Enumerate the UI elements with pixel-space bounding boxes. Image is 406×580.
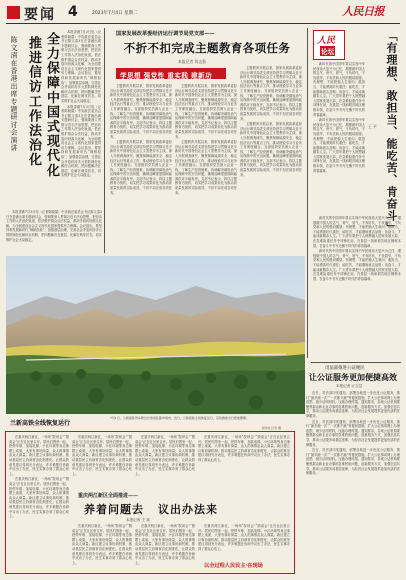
lead-headline-2: 推进信访工作法治化	[26, 36, 41, 168]
boxed-headline-left: 养着问题去	[84, 503, 144, 516]
masthead-logo: 人民日报	[342, 5, 384, 18]
lead-body-continued: 本报香港7月3日电（记者陈晓蔷）中央政法委员会书记陈文清3日在香港出席专题研讨会，强调要深入贯彻习近平法治思想，把信访工作纳入法治化轨道，依法维护群众合法权益，推动矛盾纠纷源头化解，为全面建设社会主义现代化国家提供有力保障。会议指出，要坚持和发展新时代“枫桥经验”，加强基层治理，完善社会矛盾纠纷多元预防调处化解综合机制，把问题解决在基层、化解在萌芽状态，切实维护社会大局稳定。	[6, 210, 102, 242]
issue-date: 2023年7月4日 星期二	[92, 11, 138, 16]
boxed-col-2: 在重庆两江新区，一场场“院坝会”“圆桌会”正在社区里召开。居民们围坐一起，把停车难、加装电梯、小区环境等身边事摆上桌面，大家有事好商量、众人的事情由众人商量。新区建立议事协商机制，推动基层民主协商常态化制度化，让群众的意见建议得到充分表达，许多难题在协商中议出了办法，民生实事办到了群众心坎上。	[72, 435, 132, 476]
header-red-block	[7, 6, 20, 19]
badge-line-1: 人民	[317, 36, 336, 46]
lead-subhead: 陈文清在香港出席专题研讨会演讲	[10, 36, 18, 152]
commentary	[311, 28, 401, 358]
education-col-2: 主题教育开展以来，国家发展改革委经济运行调节局党支部坚持把学习贯彻习近平新时代中国特色社会主义思想作为主线，深入开展调查研究，聚焦保障能源安全、稳定经济运行等重点工作，推动理论学习与业务工作深度融合。支部组织党员深入企业一线，了解生产经营困难，协调解决煤电油气运保障中的突出问题，确保迎峰度夏期间能源供应平稳有序。支部书记表示，将以主题教育为契机，切实把学习成果转化为推动高质量发展的实际成效，不折不扣完成各项任务。 主题教育开展以来，国家发展改革委经济运行调节局党支部坚持把学习贯彻习近平新时代中国特色社会主义思想作为主线，深入开展调查研究，聚焦保障能源安全、稳定经济运行等重点工作，推动理论学习与业务工作深度融合。支部组织党员深入企业一线，了解生产经营困难，协调解决煤电油气运保障中的突出问题，确保迎峰度夏期间能源供应平稳有序。支部书记表示，将以主题教育为契机，切实把学习成果转化为推动高质量发展的实际成效，不折不扣完成各项任务。	[175, 84, 237, 195]
section-name: 要闻	[24, 7, 56, 23]
page-number: 4	[68, 4, 78, 20]
page-header	[0, 0, 406, 24]
boxed-col-4: 在重庆两江新区，一场场“院坝会”“圆桌会”正在社区里召开。居民们围坐一起，把停车难、加装电梯、小区环境等身边事摆上桌面，大家有事好商量、众人的事情由众人商量。新区建立议事协商机制，推动基层民主协商常态化制度化，让群众的意见建议得到充分表达，许多难题在协商中议出了办法，民生实事办到了群众心坎上。	[198, 435, 290, 462]
boxed-col-1: 在重庆两江新区，一场场“院坝会”“圆桌会”正在社区里召开。居民们围坐一起，把停车难、加装电梯、小区环境等身边事摆上桌面，大家有事好商量、众人的事情由众人商量。新区建立议事协商机制，推动基层民主协商常态化制度化，让群众的意见建议得到充分表达，许多难题在协商中议出了办法，民生实事办到了群众心坎上。 在重庆两江新区，一场场“院坝会”“圆桌会”正在社区里召开。居民们围坐一起，把停车难、加装电梯、小区环境等身边事摆上桌面，大家有事好商量、众人的事情由众人商量。新区建立议事协商机制，推动基层民主协商常态化制度化，让群众的意见建议得到充分表达，许多难题在协商中议出了办法，民生实事办到了群众心坎上。	[9, 435, 69, 519]
boxed-footer-tag	[202, 561, 288, 570]
boxed-col-7: 在重庆两江新区，一场场“院坝会”“圆桌会”正在社区里召开。居民们围坐一起，把停车难、加装电梯、小区环境等身边事摆上桌面，大家有事好商量、众人的事情由众人商量。新区建立议事协商机制，推动基层民主协商常态化制度化，让群众的意见建议得到充分表达，许多难题在协商中议出了办法，民生实事办到了群众心坎上。	[198, 524, 290, 551]
commentary-author: 王 平	[368, 124, 377, 129]
column-rule-1	[104, 28, 105, 253]
notary-kicker: 司法部推进公证便民	[325, 366, 365, 371]
boxed-kicker: 重庆两江新区全面推进——	[78, 493, 139, 499]
education-reporter: 本报记者 刘志强	[178, 59, 206, 64]
commentary-badge	[313, 30, 345, 60]
notary-reporter: 本报记者 亓玉昆	[336, 384, 363, 388]
notary-headline: 让公证服务更加便捷高效	[309, 372, 397, 382]
photo-credit: 新华社记者 摄	[262, 426, 281, 430]
education-banner	[116, 68, 226, 79]
commentary-body-lower: 新时代的中国青年要以实现中华民族伟大复兴为己任，增强做中国人的志气、骨气、底气，不负时代，不负韶华，不负党和人民的殷切期望。有理想，才能把稳人生航向；敢担当，才能勇挑时代重任；能吃苦，才能磨砺意志品格；肯奋斗，才能成就精彩人生。广大青年要把个人理想融入国家发展大局，在急难险重任务中冲锋在前，在基层一线和艰苦地区锤炼本领，在奋斗中书写无愧于时代的青春篇章。 新时代的中国青年要以实现中华民族伟大复兴为己任，增强做中国人的志气、骨气、底气，不负时代，不负韶华，不负党和人民的殷切期望。有理想，才能把稳人生航向；敢担当，才能勇挑时代重任；能吃苦，才能磨砺意志品格；肯奋斗，才能成就精彩人生。广大青年要把个人理想融入国家发展大局，在急难险重任务中冲锋在前，在基层一线和艰苦地区锤炼本领，在奋斗中书写无愧于时代的青春篇章。	[313, 216, 401, 281]
education-col-3: 主题教育开展以来，国家发展改革委经济运行调节局党支部坚持把学习贯彻习近平新时代中国特色社会主义思想作为主线，深入开展调查研究，聚焦保障能源安全、稳定经济运行等重点工作，推动理论学习与业务工作深度融合。支部组织党员深入企业一线，了解生产经营困难，协调解决煤电油气运保障中的突出问题，确保迎峰度夏期间能源供应平稳有序。支部书记表示，将以主题教育为契机，切实把学习成果转化为推动高质量发展的实际成效，不折不扣完成各项任务。 主题教育开展以来，国家发展改革委经济运行调节局党支部坚持把学习贯彻习近平新时代中国特色社会主义思想作为主线，深入开展调查研究，聚焦保障能源安全、稳定经济运行等重点工作，推动理论学习与业务工作深度融合。支部组织党员深入企业一线，了解生产经营困难，协调解决煤电油气运保障中的突出问题，确保迎峰度夏期间能源供应平稳有序。支部书记表示，将以主题教育为契机，切实把学习成果转化为推动高质量发展的实际成效，不折不扣完成各项任务。	[240, 66, 302, 177]
photo-caption-body: 7月1日，兰新高铁列车驶过甘肃省张掖市境内。近日，兰新高铁全线恢复运行，沿线旅客出行更加便捷。	[110, 416, 249, 420]
boxed-reporter: 本报记者 王 斌	[126, 518, 150, 522]
notary-body: 近日，司法部印发通知，部署各地进一步优化公证服务，推行“最多跑一次”“一次都不跑”等便民措施，扩大公证事项网上办理范围，减少证明材料，压缩办理时限。通知要求，各地公证机构要聚焦群众和企业办事的急难愁盼问题，创新服务方式，加强信息共享，推动公证服务向基层延伸，为经济社会发展提供更加优质的法律服务。 近日，司法部印发通知，部署各地进一步优化公证服务，推行“最多跑一次”“一次都不跑”等便民措施，扩大公证事项网上办理范围，减少证明材料，压缩办理时限。通知要求，各地公证机构要聚焦群众和企业办事的急难愁盼问题，创新服务方式，加强信息共享，推动公证服务向基层延伸，为经济社会发展提供更加优质的法律服务。 近日，司法部印发通知，部署各地进一步优化公证服务，推行“最多跑一次”“一次都不跑”等便民措施，扩大公证事项网上办理范围，减少证明材料，压缩办理时限。通知要求，各地公证机构要聚焦群众和企业办事的急难愁盼问题，创新服务方式，加强信息共享，推动公证服务向基层延伸，为经济社会发展提供更加优质的法律服务。	[306, 391, 400, 476]
boxed-col-5: 在重庆两江新区，一场场“院坝会”“圆桌会”正在社区里召开。居民们围坐一起，把停车难、加装电梯、小区环境等身边事摆上桌面，大家有事好商量、众人的事情由众人商量。新区建立议事协商机制，推动基层民主协商常态化制度化，让群众的意见建议得到充分表达，许多难题在协商中议出了办法，民生实事办到了群众心坎上。	[72, 524, 132, 565]
notary-story	[300, 364, 401, 574]
photo-caption-title: 兰新高铁全线恢复运行	[10, 420, 71, 427]
education-headline: 不折不扣完成主题教育各项任务	[123, 41, 291, 55]
boxed-headline-right: 议出办法来	[158, 503, 218, 516]
column-rule-2	[307, 28, 308, 358]
banner-text: 学思想 强党性 重实践 建新功	[120, 71, 213, 80]
landscape-photo-image	[6, 256, 305, 414]
education-kicker: 国家发展改革委经济运行调节局党支部——	[116, 31, 215, 37]
notary-top-rule	[311, 362, 401, 363]
boxed-col-6: 在重庆两江新区，一场场“院坝会”“圆桌会”正在社区里召开。居民们围坐一起，把停车难、加装电梯、小区环境等身边事摆上桌面，大家有事好商量、众人的事情由众人商量。新区建立议事协商机制，推动基层民主协商常态化制度化，让群众的意见建议得到充分表达，许多难题在协商中议出了办法，民生实事办到了群众心坎上。	[135, 524, 195, 565]
education-col-1: 主题教育开展以来，国家发展改革委经济运行调节局党支部坚持把学习贯彻习近平新时代中国特色社会主义思想作为主线，深入开展调查研究，聚焦保障能源安全、稳定经济运行等重点工作，推动理论学习与业务工作深度融合。支部组织党员深入企业一线，了解生产经营困难，协调解决煤电油气运保障中的突出问题，确保迎峰度夏期间能源供应平稳有序。支部书记表示，将以主题教育为契机，切实把学习成果转化为推动高质量发展的实际成效，不折不扣完成各项任务。 主题教育开展以来，国家发展改革委经济运行调节局党支部坚持把学习贯彻习近平新时代中国特色社会主义思想作为主线，深入开展调查研究，聚焦保障能源安全、稳定经济运行等重点工作，推动理论学习与业务工作深度融合。支部组织党员深入企业一线，了解生产经营困难，协调解决煤电油气运保障中的突出问题，确保迎峰度夏期间能源供应平稳有序。支部书记表示，将以主题教育为契机，切实把学习成果转化为推动高质量发展的实际成效，不折不扣完成各项任务。	[110, 84, 172, 195]
boxed-col-3: 在重庆两江新区，一场场“院坝会”“圆桌会”正在社区里召开。居民们围坐一起，把停车难、加装电梯、小区环境等身边事摆上桌面，大家有事好商量、众人的事情由众人商量。新区建立议事协商机制，推动基层民主协商常态化制度化，让群众的意见建议得到充分表达，许多难题在协商中议出了办法，民生实事办到了群众心坎上。	[135, 435, 195, 476]
boxed-story	[5, 431, 295, 574]
commentary-headline: 「有理想、敢担当、能吃苦、肯奋斗」	[385, 30, 398, 234]
lead-body: 本报香港7月3日电（记者陈晓蔷）中央政法委员会书记陈文清3日在香港出席专题研讨会，强调要深入贯彻习近平法治思想，把信访工作纳入法治化轨道，依法维护群众合法权益，推动矛盾纠纷源头化解，为全面建设社会主义现代化国家提供有力保障。会议指出，要坚持和发展新时代“枫桥经验”，加强基层治理，完善社会矛盾纠纷多元预防调处化解综合机制，把问题解决在基层、化解在萌芽状态，切实维护社会大局稳定。 本报香港7月3日电（记者陈晓蔷）中央政法委员会书记陈文清3日在香港出席专题研讨会，强调要深入贯彻习近平法治思想，把信访工作纳入法治化轨道，依法维护群众合法权益，推动矛盾纠纷源头化解，为全面建设社会主义现代化国家提供有力保障。会议指出，要坚持和发展新时代“枫桥经验”，加强基层治理，完善社会矛盾纠纷多元预防调处化解综合机制，把问题解决在基层、化解在萌芽状态，切实维护社会大局稳定。	[61, 30, 101, 178]
commentary-body-upper: 新时代的中国青年要以实现中华民族伟大复兴为己任，增强做中国人的志气、骨气、底气，不负时代，不负韶华，不负党和人民的殷切期望。有理想，才能把稳人生航向；敢担当，才能勇挑时代重任；能吃苦，才能磨砺意志品格；肯奋斗，才能成就精彩人生。广大青年要把个人理想融入国家发展大局，在急难险重任务中冲锋在前，在基层一线和艰苦地区锤炼本领，在奋斗中书写无愧于时代的青春篇章。 新时代的中国青年要以实现中华民族伟大复兴为己任，增强做中国人的志气、骨气、底气，不负时代，不负韶华，不负党和人民的殷切期望。有理想，才能把稳人生航向；敢担当，才能勇挑时代重任；能吃苦，才能磨砺意志品格；肯奋斗，才能成就精彩人生。广大青年要把个人理想融入国家发展大局，在急难险重任务中冲锋在前，在基层一线和艰苦地区锤炼本领，在奋斗中书写无愧于时代的青春篇章。	[313, 62, 365, 173]
footer-tag-text: 以全过程人民民主·在现场	[204, 563, 263, 569]
badge-line-2: 论坛	[321, 48, 335, 56]
education-story	[108, 28, 304, 254]
header-rule	[6, 23, 400, 24]
lead-headline: 全力保障中国式现代化	[44, 32, 59, 178]
landscape-photo	[6, 256, 305, 414]
